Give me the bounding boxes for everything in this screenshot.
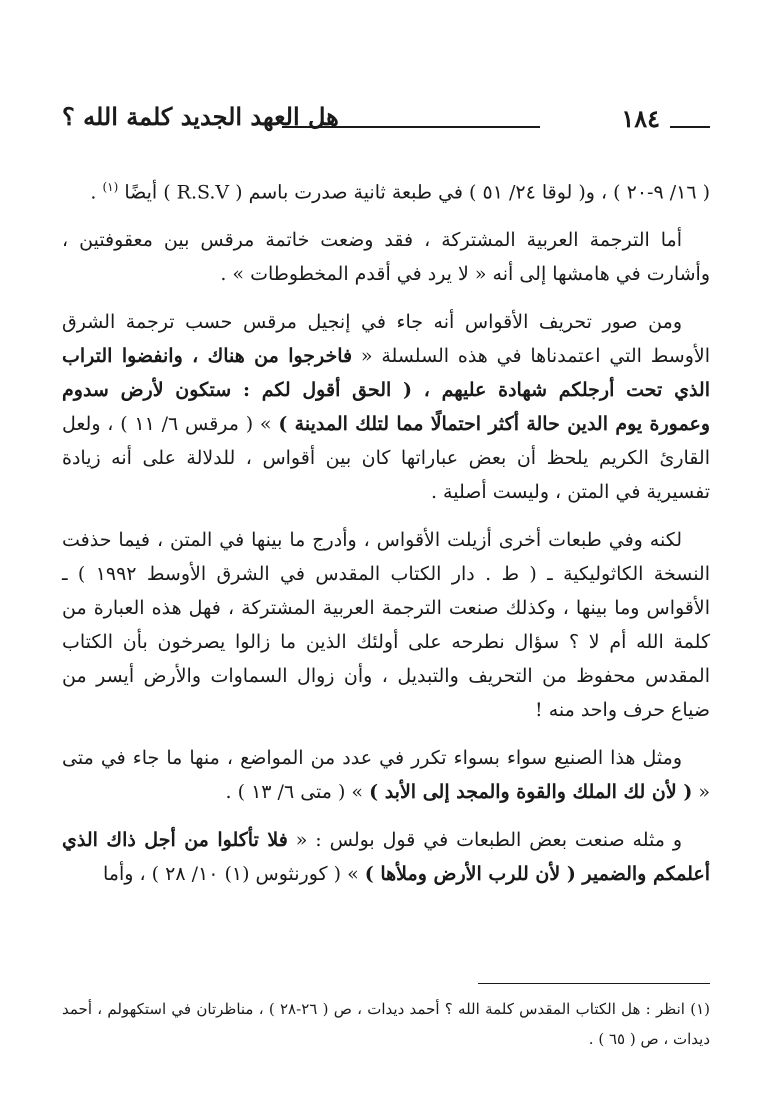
paragraph xyxy=(62,305,710,509)
paragraph xyxy=(62,823,710,891)
running-title: هل العهد الجديد كلمة الله ؟ xyxy=(62,102,339,131)
text-run: لكنه وفي طبعات أخرى أزيلت الأقواس ، وأدرج ما بينها في المتن ، فيما حذفت النسخة الكاثوليكية ـ ( ط . دار الكتاب المقدس في الشرق الأوسط ١٩٩٢ ) ـ الأقواس وما بينها ، وكذلك صنعت الترجمة العربية المشتركة ، فهل هذه العبارة من كلمة الله أم لا ؟ سؤال نطرحه على أولئك الذين ما زالوا يصرخون بأن الكتاب المقدس محفوظ من التحريف والتبديل ، وأن زوال السماوات والأرض أيسر من ضياع حرف واحد منه ! xyxy=(62,529,711,722)
paragraph xyxy=(62,170,710,209)
paragraph xyxy=(62,741,710,809)
bold-quote: فلا تأكلوا من أجل ذاك الذي أعلمكم والضمير ( لأن للرب الأرض وملأها ) xyxy=(62,829,710,886)
footnote-text: (١) انظر : هل الكتاب المقدس كلمة الله ؟ أحمد ديدات ، ص ( ٢٦-٢٨ ) ، مناظرتان في استكهولم ، أحمد ديدات ، ص ( ٦٥ ) . xyxy=(62,1000,710,1048)
body-text xyxy=(62,170,710,905)
running-header xyxy=(62,100,710,144)
footnote-marker: (١) xyxy=(102,180,119,194)
text-run: » ( كورنثوس (١) ١٠/ ٢٨ ) ، وأما xyxy=(103,863,365,886)
text-run: أما الترجمة العربية المشتركة ، فقد وضعت خاتمة مرقس بين معقوفتين ، وأشارت في هامشها إلى أنه « لا يرد في أقدم المخطوطات » . xyxy=(62,229,710,286)
page-number: ١٨٤ xyxy=(621,104,660,133)
text-run: » ( متى ٦/ ١٣ ) . xyxy=(225,781,370,804)
footnote-rule xyxy=(478,983,710,984)
paragraph xyxy=(62,523,710,727)
text-run: ومثل هذا الصنيع سواء بسواء تكرر في عدد من المواضع ، منها ما جاء في متى « xyxy=(62,747,710,804)
text-run: و مثله صنعت بعض الطبعات في قول بولس : « xyxy=(287,829,683,852)
bold-quote: فاخرجوا من هناك ، وانفضوا التراب الذي تحت أرجلكم شهادة عليهم ، ( الحق أقول لكم : ستكون لأرض سدوم وعمورة يوم الدين حالة أكثر احتمالًا مما لتلك المدينة ) xyxy=(62,345,710,436)
paragraph xyxy=(62,223,710,291)
bold-quote: ( لأن لك الملك والقوة والمجد إلى الأبد ) xyxy=(369,781,693,804)
text-run: . xyxy=(90,181,103,204)
header-dash xyxy=(670,126,710,128)
text-run: ( ١٦/ ٩-٢٠ ) ، و( لوقا ٢٤/ ٥١ ) في طبعة ثانية صدرت باسم ( R.S.V ) أيضًا xyxy=(118,181,710,204)
text-run: ومن صور تحريف الأقواس أنه جاء في إنجيل مرقس حسب ترجمة الشرق الأوسط التي اعتمدناها في هذه السلسلة « xyxy=(62,311,710,368)
footnote xyxy=(62,994,710,1054)
text-run: » ( مرقس ٦/ ١١ ) ، ولعل القارئ الكريم يلحظ أن بعض عباراتها كان بين أقواس ، للدلالة على أنه زيادة تفسيرية في المتن ، وليست أصلية . xyxy=(62,413,710,504)
